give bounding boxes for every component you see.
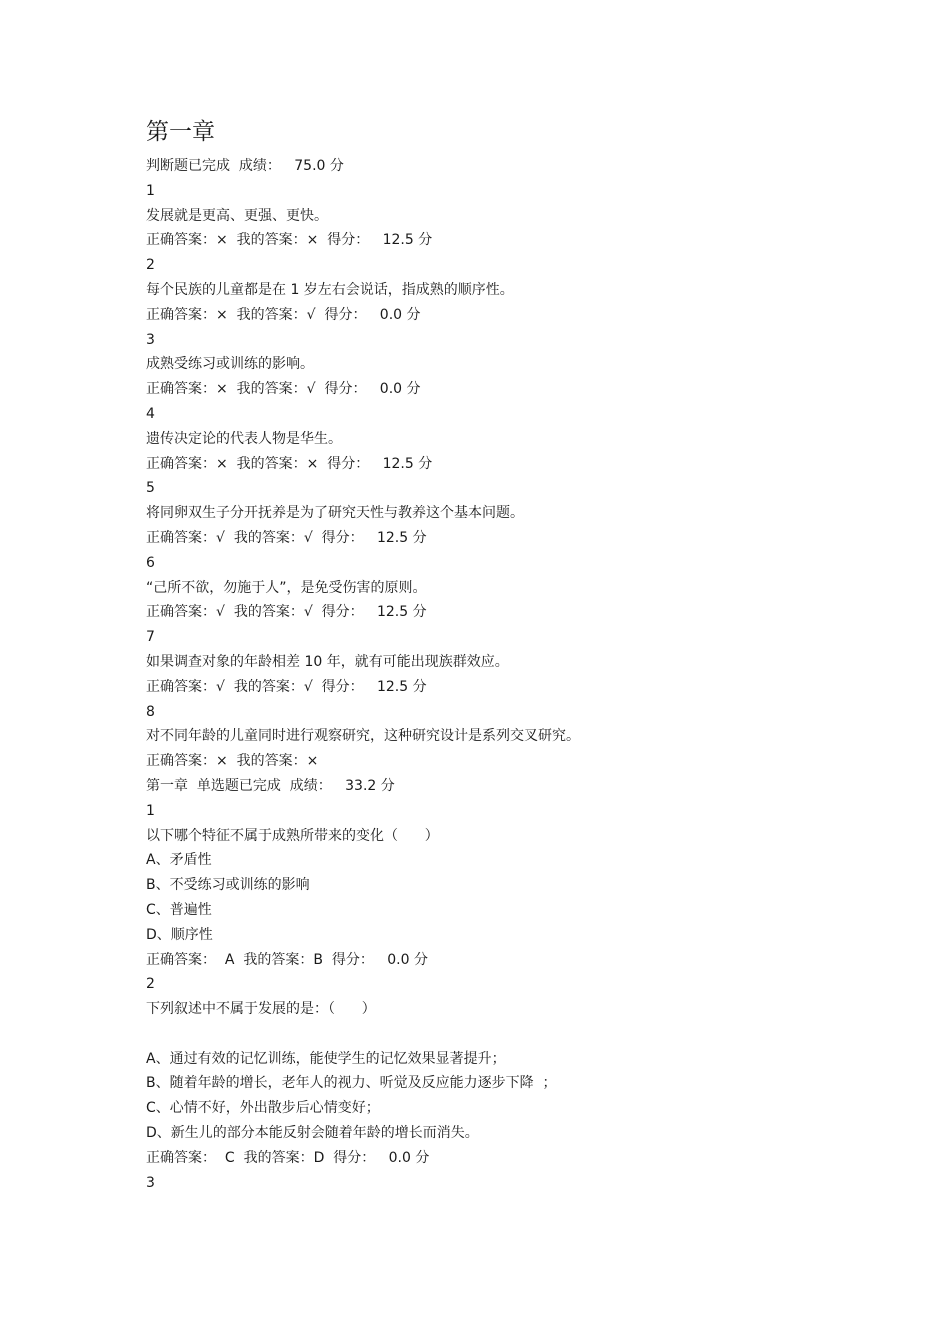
- text-line: A、矛盾性: [146, 852, 212, 869]
- text-line: 正确答案：√ 我的答案：√ 得分： 12.5 分: [146, 529, 427, 546]
- text-line: 正确答案：× 我的答案：× 得分： 12.5 分: [146, 455, 433, 472]
- blank-line: [146, 1022, 866, 1047]
- text-line: 8: [146, 703, 155, 720]
- text-line: 第一章 单选题已完成 成绩： 33.2 分: [146, 777, 395, 794]
- text-line: 如果调查对象的年龄相差 10 年，就有可能出现族群效应。: [146, 653, 509, 670]
- text-line: 正确答案：× 我的答案：√ 得分： 0.0 分: [146, 306, 421, 323]
- text-line: D、顺序性: [146, 926, 213, 943]
- text-line: 成熟受练习或训练的影响。: [146, 356, 314, 373]
- text-line: C、普遍性: [146, 901, 212, 918]
- text-line: 对不同年龄的儿童同时进行观察研究，这种研究设计是系列交叉研究。: [146, 728, 580, 745]
- text-line: 5: [146, 480, 155, 497]
- text-line: C、心情不好，外出散步后心情变好；: [146, 1100, 380, 1117]
- text-line: 1: [146, 802, 155, 819]
- document-page: [146, 112, 866, 1195]
- text-line: 发展就是更高、更强、更快。: [146, 207, 328, 224]
- text-line: A、通过有效的记忆训练，能使学生的记忆效果显著提升；: [146, 1050, 506, 1067]
- text-line: D、新生儿的部分本能反射会随着年龄的增长而消失。: [146, 1125, 479, 1142]
- text-line: 4: [146, 405, 155, 422]
- text-line: B、不受练习或训练的影响: [146, 877, 310, 894]
- text-line: 下列叙述中不属于发展的是：（ ）: [146, 1001, 376, 1018]
- text-line: 3: [146, 1174, 155, 1191]
- text-line: 以下哪个特征不属于成熟所带来的变化（ ）: [146, 827, 439, 844]
- text-line: 正确答案： C 我的答案：D 得分： 0.0 分: [146, 1149, 430, 1166]
- text-line: 6: [146, 554, 155, 571]
- text-line: 2: [146, 257, 155, 274]
- document-body: [146, 154, 866, 1195]
- text-line: 1: [146, 182, 155, 199]
- text-line: 遗传决定论的代表人物是华生。: [146, 430, 342, 447]
- text-line: 正确答案：√ 我的答案：√ 得分： 12.5 分: [146, 678, 427, 695]
- text-line: 正确答案： A 我的答案：B 得分： 0.0 分: [146, 951, 428, 968]
- text-line: 正确答案：× 我的答案：×: [146, 753, 319, 770]
- chapter-title: 第一章: [146, 119, 215, 145]
- text-line: 正确答案：× 我的答案：√ 得分： 0.0 分: [146, 381, 421, 398]
- text-line: 2: [146, 976, 155, 993]
- text-line: 每个民族的儿童都是在 1 岁左右会说话，指成熟的顺序性。: [146, 281, 514, 298]
- text-line: 将同卵双生子分开抚养是为了研究天性与教养这个基本问题。: [146, 505, 524, 522]
- text-line: 判断题已完成 成绩： 75.0 分: [146, 158, 344, 174]
- text-line: 7: [146, 629, 155, 646]
- text-line: B、随着年龄的增长，老年人的视力、听觉及反应能力逐步下降 ；: [146, 1075, 557, 1092]
- text-line: 3: [146, 331, 155, 348]
- text-line: “己所不欲，勿施于人”，是免受伤害的原则。: [146, 579, 427, 596]
- text-line: 正确答案：√ 我的答案：√ 得分： 12.5 分: [146, 604, 427, 621]
- text-line: 正确答案：× 我的答案：× 得分： 12.5 分: [146, 232, 433, 249]
